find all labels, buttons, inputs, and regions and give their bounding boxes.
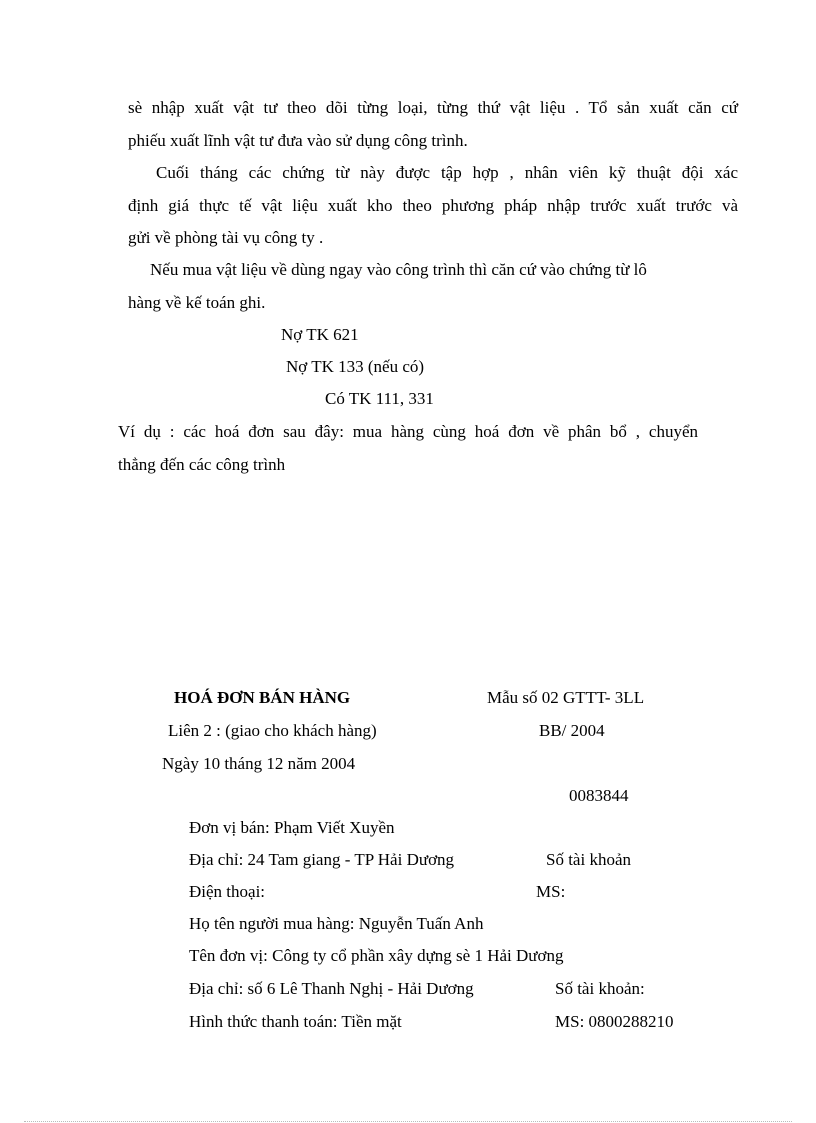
body-line: gửi về phòng tài vụ công ty .: [128, 228, 324, 247]
example-paragraph: [118, 416, 698, 481]
buyer-tax-code: MS: 0800288210: [555, 1012, 674, 1031]
body-line: Nếu mua vật liệu về dùng ngay vào công trình thì căn cứ vào chứng từ lô: [150, 260, 647, 279]
page-bottom-divider: [24, 1121, 792, 1122]
body-paragraph-3: [128, 254, 738, 319]
buyer-account: Số tài khoản:: [555, 979, 645, 998]
body-line: sè nhập xuất vật tư theo dõi từng loại, từng thứ vật liệu . Tổ sản xuất căn cứ: [128, 98, 738, 117]
body-paragraph-1: [128, 92, 738, 157]
seller-name: Đơn vị bán: Phạm Viết Xuyền: [189, 818, 395, 837]
invoice-number: 0083844: [569, 786, 629, 805]
seller-account: Số tài khoản: [546, 850, 631, 869]
body-paragraph-2: [128, 157, 738, 255]
invoice-date: Ngày 10 tháng 12 năm 2004: [162, 754, 356, 773]
example-line: thẳng đến các công trình: [118, 454, 286, 474]
seller-tax-code: MS:: [536, 882, 566, 901]
seller-phone: Điện thoại:: [189, 882, 266, 901]
buyer-unit: Tên đơn vị: Công ty cổ phần xây dựng sè 1 Hải Dương: [189, 946, 564, 965]
entry-credit: Có TK 111, 331: [325, 389, 434, 408]
invoice-series: BB/ 2004: [539, 721, 605, 740]
buyer-name: Họ tên người mua hàng: Nguyễn Tuấn Anh: [189, 914, 484, 933]
body-line: Cuối tháng các chứng từ này được tập hợp , nhân viên kỹ thuật đội xác: [156, 163, 738, 182]
payment-method: Hình thức thanh toán: Tiền mặt: [189, 1012, 402, 1031]
body-line: hàng về kế toán ghi.: [128, 292, 266, 312]
body-line: định giá thực tế vật liệu xuất kho theo phương pháp nhập trước xuất trước và: [128, 195, 738, 215]
body-line: phiếu xuất lĩnh vật tư đưa vào sử dụng công trình.: [128, 130, 468, 150]
invoice-copy-label: Liên 2 : (giao cho khách hàng): [168, 721, 377, 740]
buyer-address: Địa chỉ: số 6 Lê Thanh Nghị - Hải Dương: [189, 979, 474, 998]
entry-debit-621: Nợ TK 621: [281, 325, 359, 344]
entry-debit-133: Nợ TK 133 (nếu có): [286, 357, 425, 376]
seller-address: Địa chỉ: 24 Tam giang - TP Hải Dương: [189, 850, 455, 869]
invoice-form-number: Mẫu số 02 GTTT- 3LL: [487, 688, 645, 707]
example-line: Ví dụ : các hoá đơn sau đây: mua hàng cùng hoá đơn về phân bổ , chuyển: [118, 422, 698, 441]
invoice-title: HOÁ ĐƠN BÁN HÀNG: [174, 688, 351, 707]
